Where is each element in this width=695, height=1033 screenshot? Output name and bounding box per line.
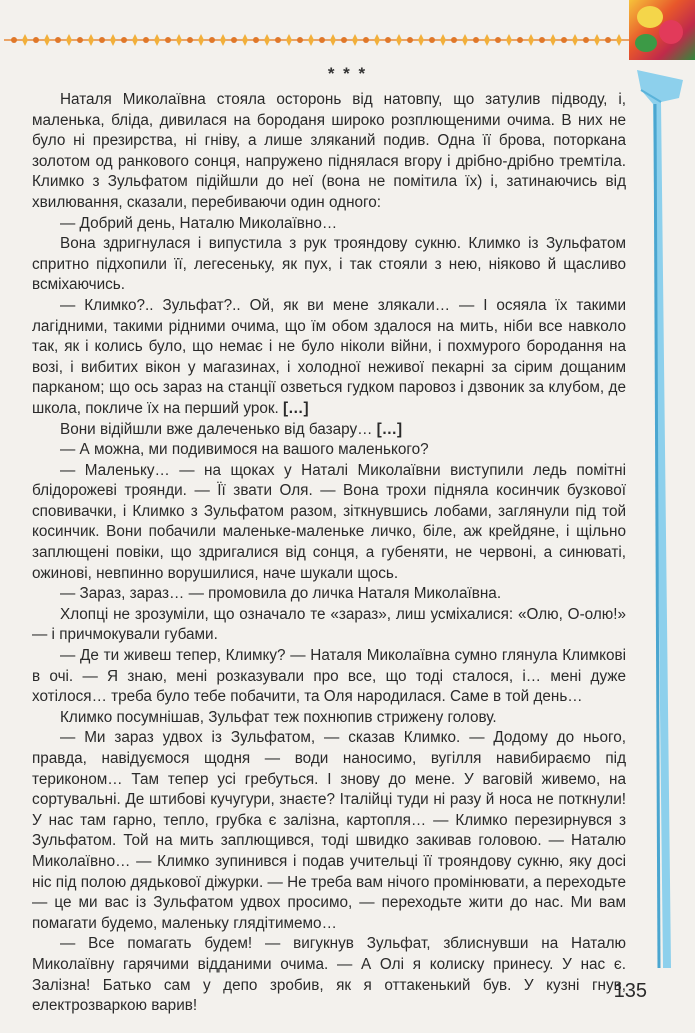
paragraph [32,420,626,441]
leaf-shape [635,34,657,52]
paragraph: — Ми зараз удвох із Зульфатом, — сказав Климко. — Додому до нього, правда, навідуємося щодня — води наносимо, вугілля навибираємо під териконом… Там тепер усі гребуться. І знову до мене. У ваговій живемо, на сортувальні. Де штибові кучугури, знаєте? Італійці туди ні разу й носа не поткнули! У нас там гарно, тепло, грубка є залізна, картопля… — Климко перезирнувся з Зульфатом. Той на мить заплющився, тоді швидко закивав головою. — Наталю Миколаївно… — Климко зупинився і подав учительці її трояндову сукню, яку досі ніс під полою дядькової діжурки. — Не треба вам нічого промінювати, а переходьте — це ми вас із Зульфатом удвох просимо, — переходьте жити до нас. Ми вам помагати будемо, маленьку глядітимемо… [32,729,626,932]
flower-petal [637,6,663,28]
paragraph: — Все помагать будем! — вигукнув Зульфат, зблиснувши на Наталю Миколаївну гарячими відданими очима. — А Олі я колиску принесу. У нас є. Залізна! Батько сам у депо зробив, як я оттакенький був. У кузні гнув, електрозваркою варив! [32,935,626,1015]
omission-mark: […] [376,420,403,438]
section-separator: * * * [327,64,368,83]
story-text [32,90,626,1017]
paragraph: — А можна, ми подивимося на вашого маленького? [60,441,429,459]
decorative-side-ribbon [637,68,687,968]
paragraph: — Маленьку… — на щоках у Наталі Миколаївни виступили ледь помітні блідорожеві троянди. — Її звати Оля. — Вона трохи підняла косинчик бузкової сповивачки, і Климко з Зульфатом разом, зіткнувшись лобами, заглянули під той косинчик. Вони побачили маленьке-маленьке личко, біле, аж крейдяне, і щільно заплющені повіки, що здригалися від сонця, а губеняти, не червоні, а синюваті, ожинові, невпинно ворушилися, наче шукали щось. [32,461,626,582]
paragraph-text: — Климко?.. Зульфат?.. Ой, як ви мене злякали… — І осяяла їх такими лагідними, такими рідними очима, що їм обом здалося на мить, ніби все навколо так, як і колись було, що немає і не було ніколи війни, і похмурого бородання на возі, і вибитих вікон у магазинах, і холодної неживої пекарні за сірим дощаним парканом; що ось зараз на станції озветься гудком паровоз і дзвоник за клубом, де школа, покличе їх на перший урок. [32,296,626,417]
paragraph-text: Вони відійшли вже далеченько від базару… [60,420,373,438]
paragraph: — Зараз, зараз… — промовила до личка Наталя Миколаївна. [60,585,502,603]
paragraph: — Де ти живеш тепер, Климку? — Наталя Миколаївна сумно глянула Климкові в очі. — Я знаю, мені розказували про все, що тоді сталося, і… мені дуже хотілося… треба було тебе побачити, та Оля народилася. Саме в той день… [32,647,626,706]
flower-illustration [629,0,695,60]
paragraph: Наталя Миколаївна стояла осторонь від натовпу, що затулив підводу, і, маленька, бліда, дивилася на бороданя широко розплющеними очима. В них не було ні презирства, ні гніву, а лише зляканий подив. Одна її брова, поторкана золотом од ранкового сонця, напружено піднялася вгору і дрібно-дрібно тремтіла. Климко з Зульфатом підійшли до неї (вона не помітила їх) і, затинаючись від хвилювання, сказали, перебиваючи один одного: [32,91,626,211]
paragraph: Вона здригнулася і випустила з рук трояндову сукню. Климко із Зульфатом спритно підхопили її, легесеньку, як пух, і так стояли з нею, ніяково й щасливо всміхаючись. [32,235,626,294]
paragraph [32,296,626,420]
page-number: 135 [613,980,647,1002]
omission-mark: […] [283,399,309,417]
flower-petal [659,20,683,44]
paragraph: — Добрий день, Наталю Миколаївно… [60,214,338,232]
paragraph: Климко посумнішав, Зульфат теж похнюпив стрижену голову. [60,708,497,726]
decorative-ornament-border [4,30,629,50]
paragraph: Хлопці не зрозуміли, що означало те «зараз», лиш усміхалися: «Олю, О-олю!» — і причмокували губами. [32,605,626,644]
